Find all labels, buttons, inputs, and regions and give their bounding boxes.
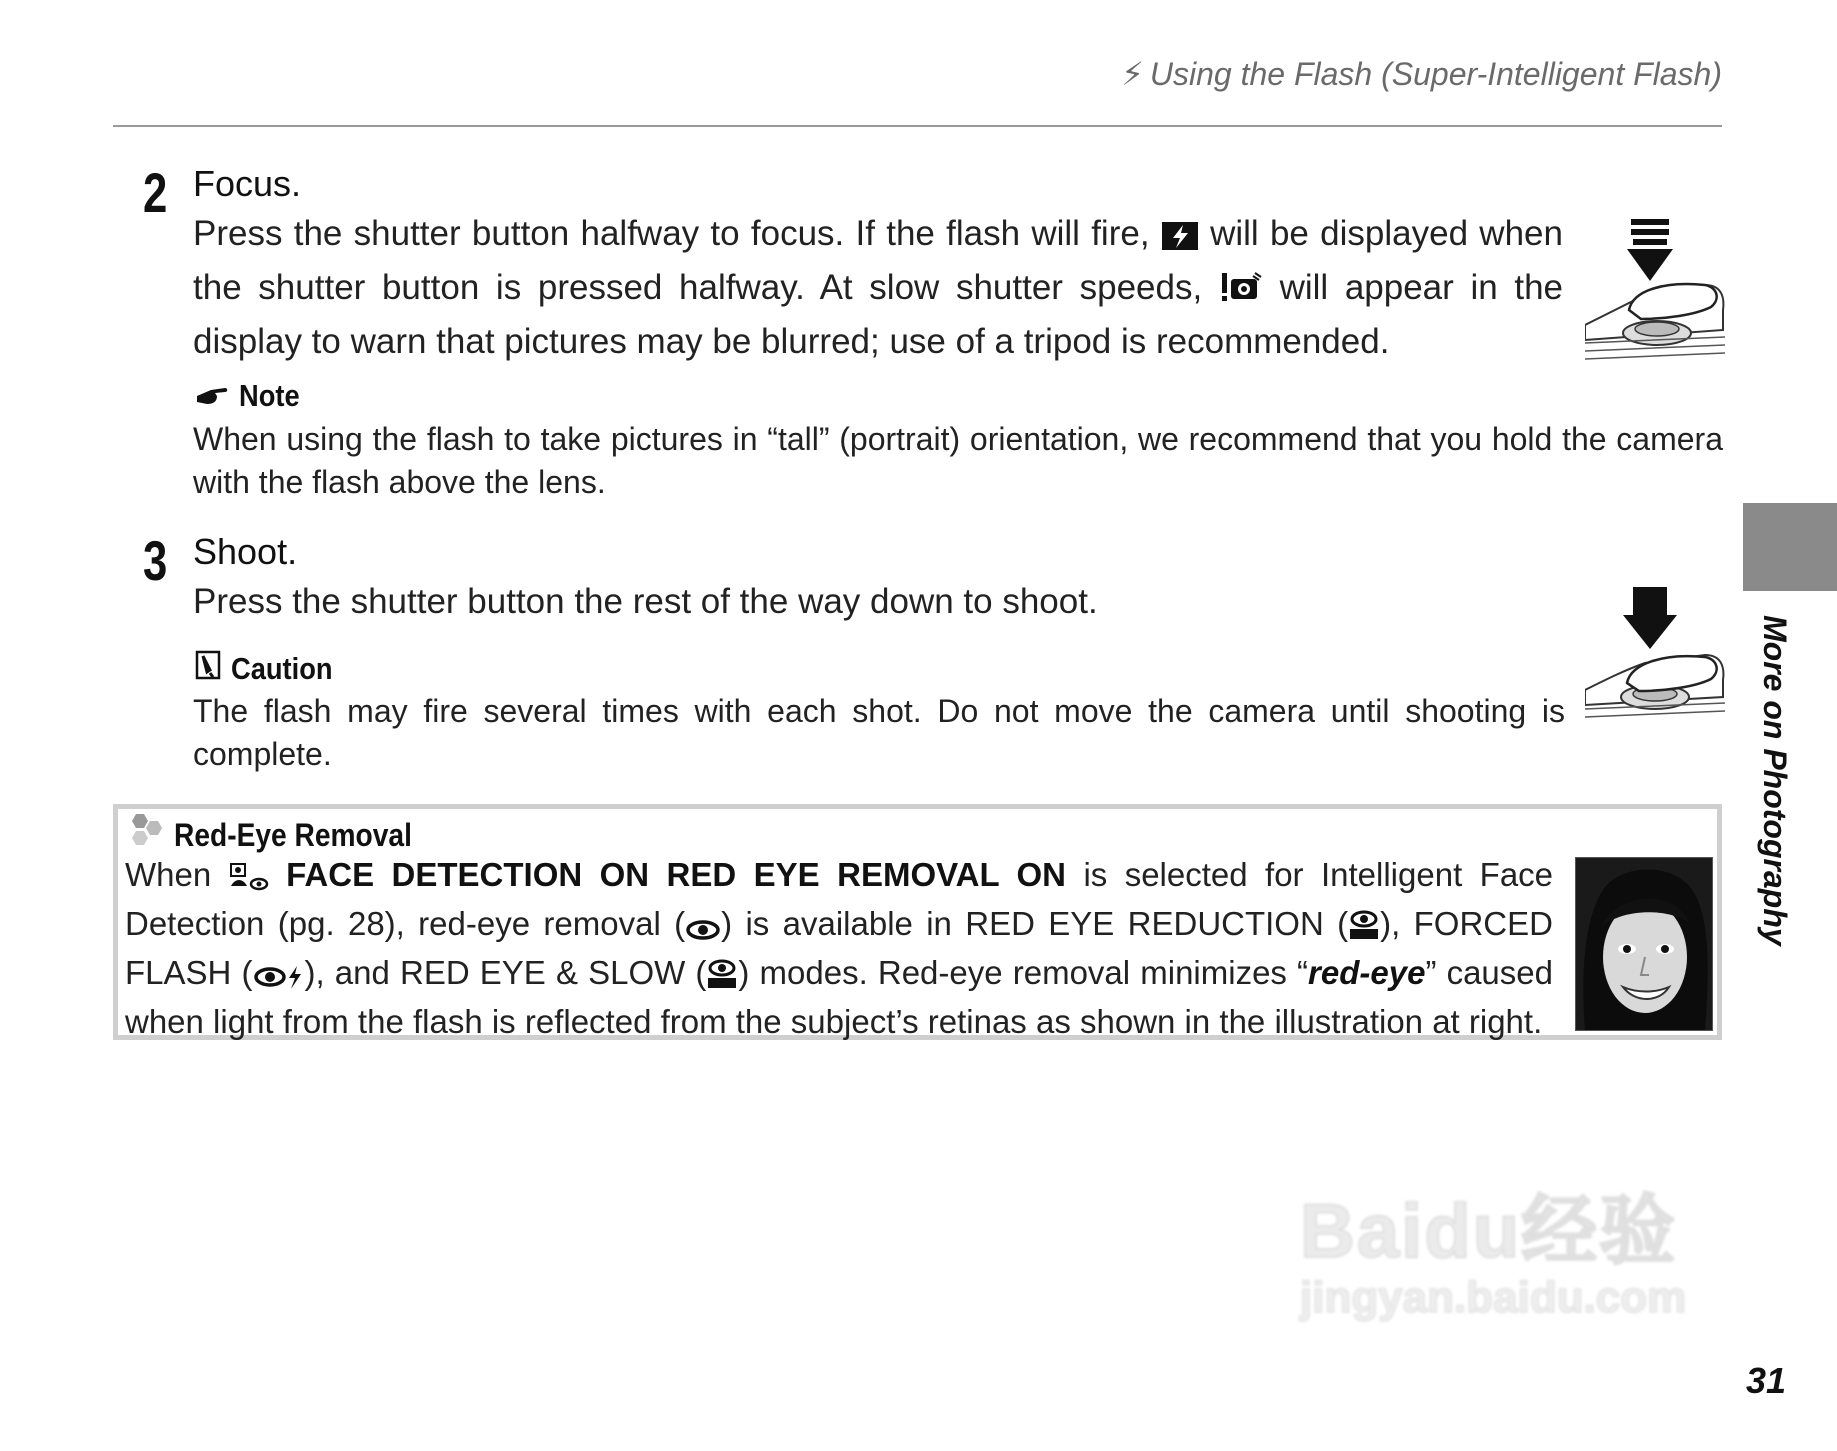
page-header [1121, 55, 1722, 93]
text-run: ) modes. Red-eye removal minimizes “ [738, 954, 1309, 991]
header-divider [113, 125, 1722, 127]
camera-shake-warning-icon [1219, 270, 1263, 318]
chapter-tab-label: More on Photography [1757, 615, 1793, 946]
text-run: ) is available in RED EYE REDUCTION ( [721, 905, 1349, 942]
caution-label: Caution [231, 651, 333, 686]
step-number: 3 [143, 529, 168, 592]
step-body [193, 210, 1563, 366]
step-number: 2 [143, 161, 168, 224]
step-title: Shoot. [193, 531, 298, 572]
text-run: When [125, 856, 212, 893]
header-title: Using the Flash (Super-Intelligent Flash) [1149, 56, 1722, 92]
red-eye-text [125, 853, 1553, 1043]
baidu-watermark [1300, 1170, 1686, 1323]
red-eye-example-photo [1575, 857, 1713, 1036]
caution-text: The flash may fire several times with each shot. Do not move the camera until shooting is complete. [193, 693, 1565, 772]
red-eye-flash-icon [253, 957, 305, 1000]
tip-hexagons-icon [126, 812, 166, 858]
shutter-half-press-illustration [1585, 215, 1725, 370]
step-body: Press the shutter button the rest of the way down to shoot. [193, 582, 1098, 621]
red-eye-heading [126, 812, 444, 858]
page-number: 31 [1746, 1360, 1787, 1401]
chapter-tab [1743, 503, 1837, 591]
watermark-brand: Baidu经验 [1300, 1189, 1678, 1274]
text-run: is selected for Intelligent Face Detection (pg. 28), red-eye removal ( [125, 856, 1554, 942]
red-eye-slow-icon [706, 957, 738, 1000]
shutter-full-press-illustration [1585, 585, 1725, 735]
flash-indicator-icon [1161, 216, 1199, 264]
step-title: Focus. [193, 163, 302, 204]
step-text: Press the shutter button halfway to focus. If the flash will fire, [193, 214, 1150, 253]
note-label: Note [239, 378, 300, 413]
flash-icon: ⚡ [1121, 56, 1144, 92]
text-run: ” caused when light from the flash is reflected from the subject’s retinas as shown in the illustration at right. [125, 954, 1553, 1040]
note-heading [195, 378, 308, 414]
note-text: When using the flash to take pictures in “tall” (portrait) orientation, we recommend that you hold the camera with the flash above the lens. [193, 421, 1723, 500]
step-text: will be displayed when the shutter button is pressed halfway. At slow shutter speeds, [193, 214, 1563, 307]
caution-icon [195, 650, 221, 688]
caution-heading [195, 650, 346, 688]
text-run: ), FORCED FLASH ( [125, 905, 1553, 991]
face-detection-icon [229, 859, 269, 902]
red-eye-auto-icon [1348, 908, 1380, 951]
step-text: will appear in the display to warn that pictures may be blurred; use of a tripod is recommended. [193, 268, 1564, 361]
red-eye-icon [685, 908, 721, 951]
red-eye-title: Red-Eye Removal [174, 816, 412, 853]
emphasis: red-eye [1308, 954, 1426, 991]
pointing-hand-icon [195, 378, 229, 414]
watermark-url: jingyan.baidu.com [1300, 1273, 1687, 1322]
text-run: ), and RED EYE & SLOW ( [304, 954, 707, 991]
setting-name: FACE DETECTION ON RED EYE REMOVAL ON [286, 856, 1066, 893]
